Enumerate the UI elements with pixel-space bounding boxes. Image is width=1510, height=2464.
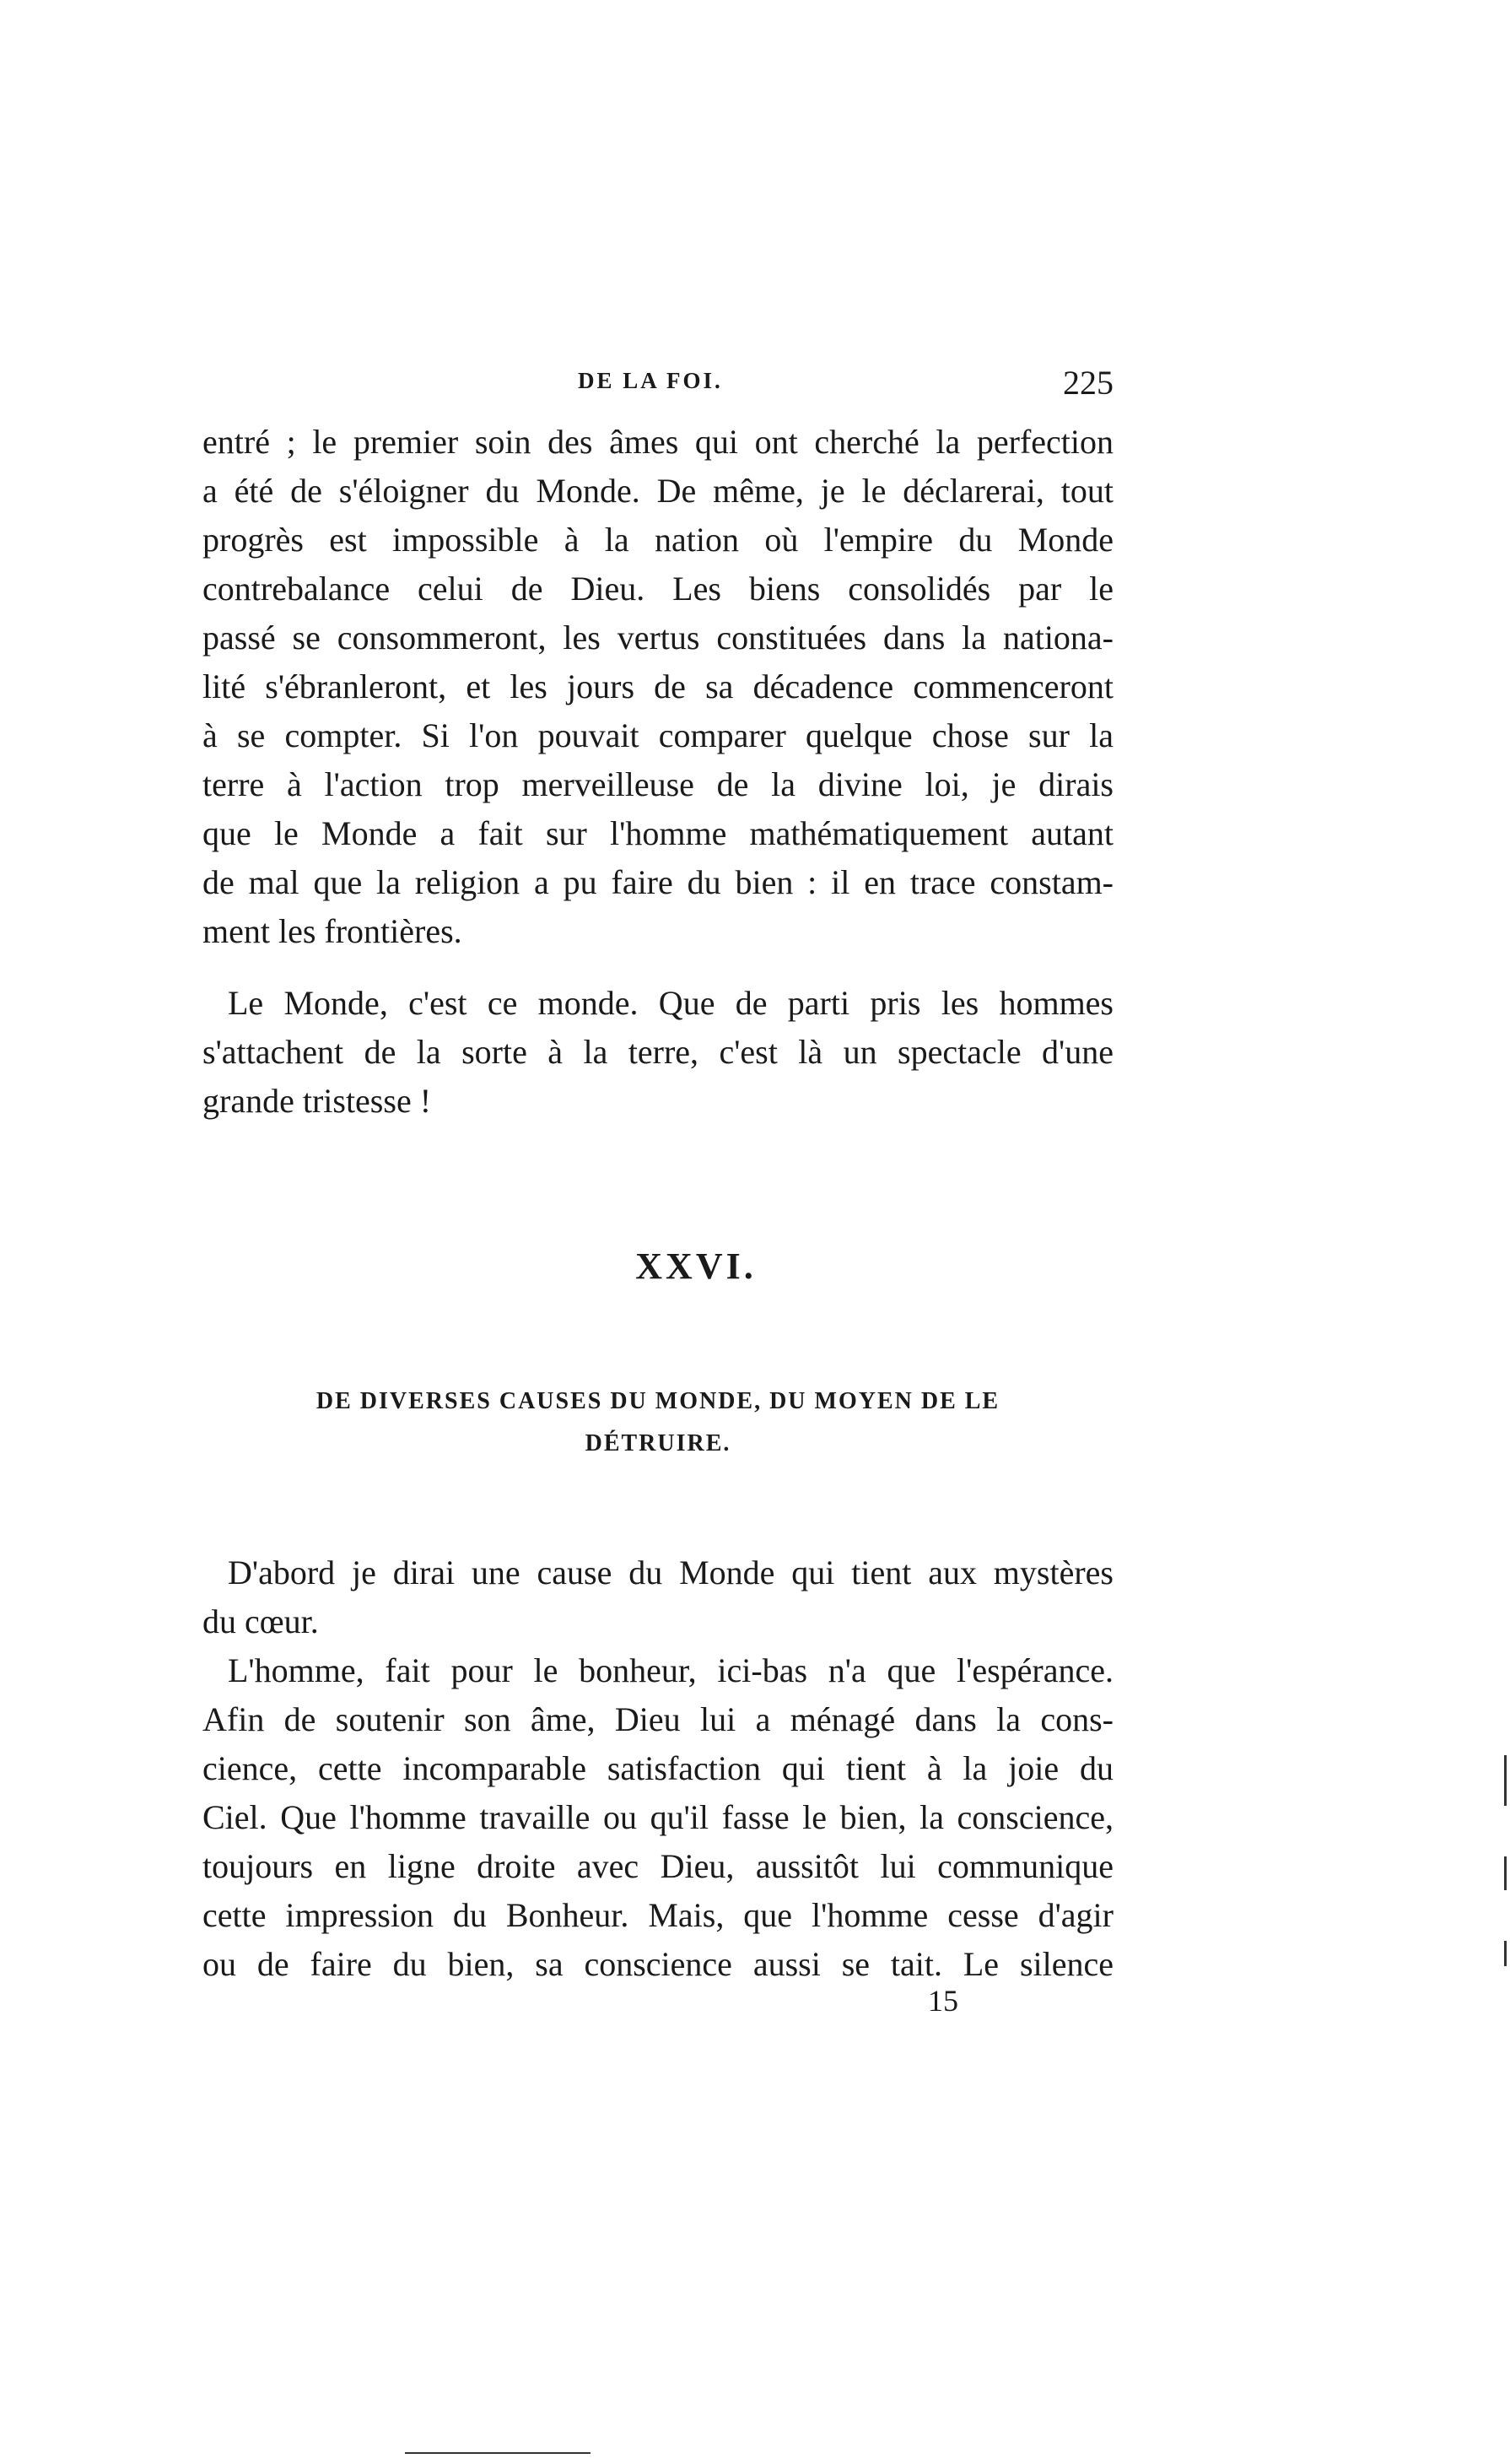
text-line: ou de faire du bien, sa conscience aussi se tait. Le silence bbox=[202, 1945, 1114, 1983]
text-line: entré ; le premier soin des âmes qui ont cherché la perfection bbox=[202, 423, 1114, 461]
running-title: DE LA FOI. bbox=[578, 368, 723, 393]
text-line: de mal que la religion a pu faire du bien : il en trace constam- bbox=[202, 863, 1114, 901]
chapter-title: DÉTRUIRE. bbox=[585, 1430, 731, 1456]
text-line: à se compter. Si l'on pouvait comparer quelque chose sur la bbox=[202, 716, 1114, 754]
text-line: L'homme, fait pour le bonheur, ici-bas n'a que l'espérance. bbox=[228, 1651, 1114, 1689]
text-line: s'attachent de la sorte à la terre, c'est là un spectacle d'une bbox=[202, 1033, 1114, 1071]
scan-artifact bbox=[405, 2452, 591, 2454]
scan-artifact bbox=[1504, 1856, 1507, 1890]
text-line: grande tristesse ! bbox=[202, 1082, 432, 1120]
chapter-number: XXVI. bbox=[635, 1246, 757, 1287]
text-line: lité s'ébranleront, et les jours de sa décadence commenceront bbox=[202, 667, 1114, 705]
text-line: que le Monde a fait sur l'homme mathématiquement autant bbox=[202, 814, 1114, 852]
text-line: terre à l'action trop merveilleuse de la divine loi, je dirais bbox=[202, 765, 1114, 803]
text-line: D'abord je dirai une cause du Monde qui tient aux mystères bbox=[228, 1554, 1114, 1591]
text-line: ment les frontières. bbox=[202, 912, 462, 950]
text-line: a été de s'éloigner du Monde. De même, je le déclarerai, tout bbox=[202, 472, 1114, 510]
scan-artifact bbox=[1504, 1755, 1507, 1806]
text-line: cience, cette incomparable satisfaction qui tient à la joie du bbox=[202, 1749, 1114, 1787]
text-line: contrebalance celui de Dieu. Les biens consolidés par le bbox=[202, 570, 1114, 608]
text-line: passé se consommeront, les vertus constituées dans la nationa- bbox=[202, 619, 1114, 657]
text-line: du cœur. bbox=[202, 1602, 319, 1640]
text-line: Ciel. Que l'homme travaille ou qu'il fasse le bien, la conscience, bbox=[202, 1798, 1114, 1836]
text-line: cette impression du Bonheur. Mais, que l'homme cesse d'agir bbox=[202, 1896, 1114, 1934]
chapter-title: DE DIVERSES CAUSES DU MONDE, DU MOYEN DE LE bbox=[315, 1388, 1000, 1414]
signature-mark: 15 bbox=[928, 1984, 958, 2018]
page-number: 225 bbox=[1063, 364, 1114, 402]
page-header bbox=[202, 363, 1114, 413]
text-line: progrès est impossible à la nation où l'empire du Monde bbox=[202, 521, 1114, 559]
text-line: Le Monde, c'est ce monde. Que de parti pris les hommes bbox=[228, 984, 1114, 1022]
text-line: Afin de soutenir son âme, Dieu lui a ménagé dans la cons- bbox=[202, 1700, 1114, 1738]
scan-artifact bbox=[1504, 1941, 1507, 1966]
text-line: toujours en ligne droite avec Dieu, aussitôt lui communique bbox=[202, 1847, 1114, 1885]
